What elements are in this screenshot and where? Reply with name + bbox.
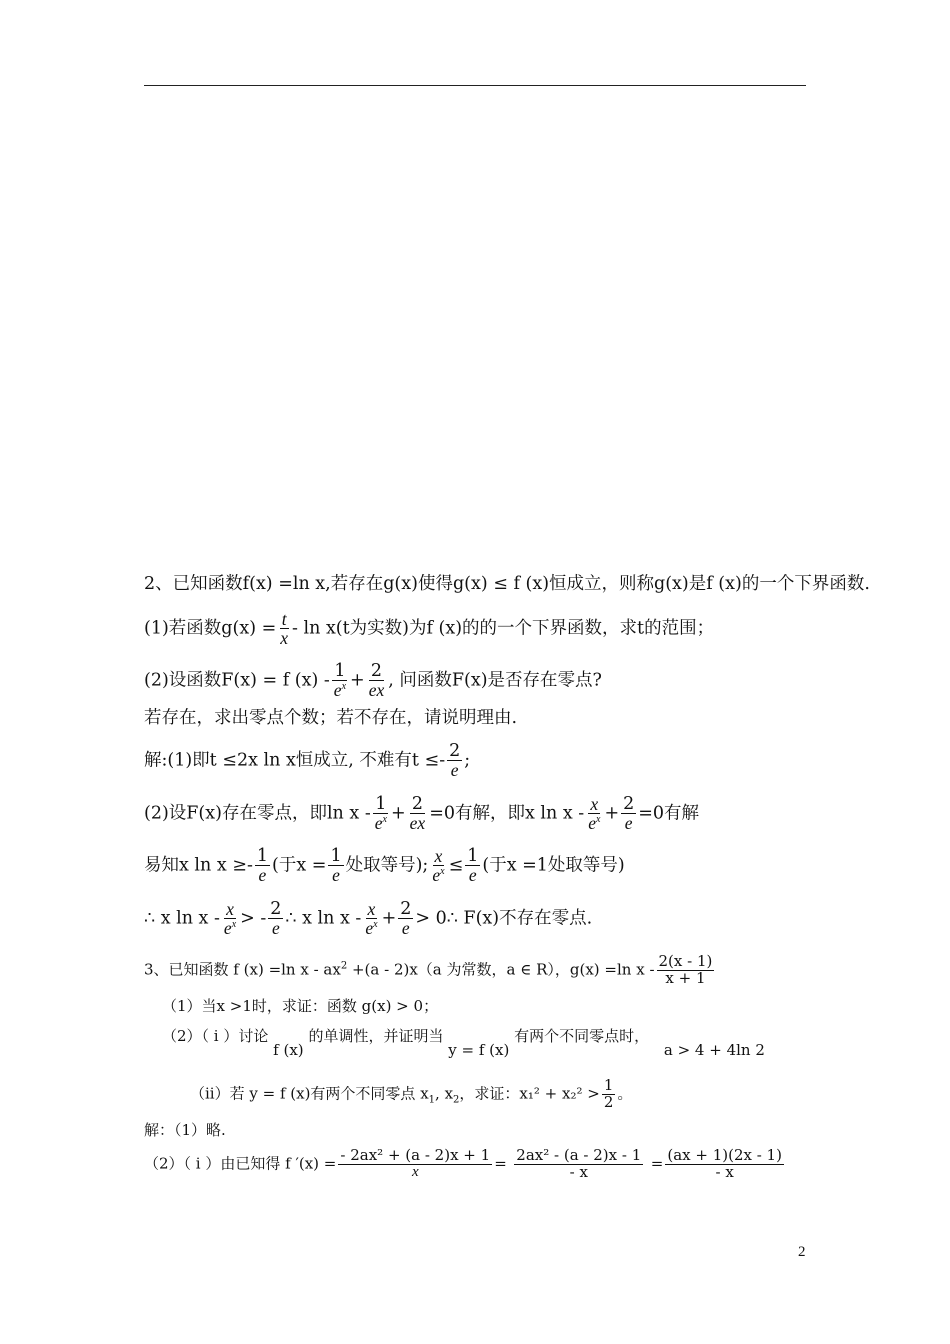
numerator: t — [281, 609, 287, 629]
numerator: 2 — [270, 899, 282, 919]
text: > 0∴ F(x)不存在零点. — [415, 908, 593, 929]
text: 3、已知函数 f (x) =ln x - ax — [144, 960, 341, 979]
numerator: 2 — [370, 661, 383, 681]
page-number: 2 — [798, 1244, 806, 1260]
text: 有两个不同零点时， — [514, 1027, 650, 1045]
fraction — [328, 847, 343, 885]
fraction — [222, 900, 238, 938]
text: （2）（ i ）讨论 — [162, 1027, 269, 1045]
text: ; — [464, 750, 471, 771]
solution-2-part-4 — [144, 900, 592, 938]
text: +(a - 2)x（a 为常数，a ∈ R），g(x) =ln x - — [347, 960, 655, 979]
fraction — [338, 1148, 492, 1181]
numerator: - 2ax² + (a - 2)x + 1 — [340, 1146, 491, 1164]
problem-3-stem — [144, 954, 716, 987]
text: ≤ — [448, 855, 464, 876]
numerator: 2ax² - (a - 2)x - 1 — [516, 1146, 642, 1164]
denominator: e — [223, 918, 232, 939]
math: x₁² + x₂² > — [519, 1084, 600, 1103]
denominator: e — [432, 865, 441, 886]
problem-2-part-2 — [144, 662, 602, 700]
numerator: 2 — [449, 741, 461, 761]
fraction — [602, 1078, 616, 1111]
numerator: 1 — [375, 794, 387, 814]
problem-2-part-2-continued: 若存在，求出零点个数；若不存在，请说明理由. — [144, 708, 518, 728]
fraction — [268, 900, 283, 938]
denominator: ex — [409, 813, 426, 834]
fraction — [586, 795, 602, 833]
numerator: 2 — [411, 794, 423, 814]
problem-2-stem: 2、已知函数f(x) =ln x,若存在g(x)使得g(x) ≤ f (x)恒成立，则称g(x)是f (x)的一个下界函数. — [144, 574, 870, 594]
numerator: (ax + 1)(2x - 1) — [667, 1146, 782, 1164]
denominator: 2 — [603, 1092, 614, 1111]
text: ∴ x ln x - — [144, 908, 220, 929]
fraction — [408, 795, 428, 833]
solution-3-part-2: （2）（ i ）由已知得 f ′(x) = $\frac{\text{- 2ax² + (a - 2)x + 1}}{x}$ = $\frac{\text{2ax² - (a - 2)x - 1}}{- x}$ = $\frac{(ax + 1)(2x - 1)}{- x}$ — [144, 1146, 782, 1181]
denominator: e — [374, 813, 383, 834]
numerator: x — [434, 846, 443, 866]
fraction — [665, 1148, 784, 1181]
text: + — [381, 908, 397, 929]
text: (2)设F(x)存在零点，即ln x - — [144, 803, 371, 824]
header-rule — [144, 85, 806, 86]
text: ∴ x ln x - — [285, 908, 362, 929]
text: （2）（ i ）由已知得 f ′(x) = — [144, 1154, 337, 1173]
numerator: x — [367, 899, 376, 919]
exponent: x — [382, 814, 387, 826]
fraction — [398, 900, 413, 938]
denominator: e — [468, 865, 477, 886]
math: a > 4 + 4ln 2 — [663, 1041, 765, 1059]
text: - ln x(t为实数)为f (x)的的一个下界函数，求t的范围； — [292, 618, 715, 639]
denominator: e — [401, 918, 410, 939]
math: f (x) — [273, 1041, 304, 1059]
fraction — [447, 742, 462, 780]
denominator: e — [332, 865, 340, 886]
denominator: x — [280, 628, 289, 649]
fraction — [509, 1148, 649, 1181]
fraction — [430, 847, 446, 885]
numerator: 2 — [623, 794, 635, 814]
text: > - — [240, 908, 267, 929]
text: 易知x ln x ≥- — [144, 855, 253, 876]
text: 的单调性，并证明当 — [308, 1027, 444, 1045]
numerator: 1 — [256, 846, 269, 866]
problem-3-part-1: （1）当x >1时，求证：函数 g(x) > 0； — [162, 997, 439, 1015]
text: 。 — [617, 1084, 633, 1103]
text: （ii）若 y = f (x)有两个不同零点 x — [190, 1084, 429, 1103]
solution-3-part-1: 解：（1）略. — [144, 1121, 226, 1139]
exponent: x — [595, 814, 601, 826]
problem-2-part-1 — [144, 610, 714, 648]
denominator: e — [365, 918, 374, 939]
problem-3-part-ii: （ii）若 y = f (x)有两个不同零点 $x_1$, $x_2$，求证：x₁² + x₂² > $\frac{1}{2}$ 。 — [190, 1076, 633, 1111]
fraction — [465, 847, 480, 885]
fraction — [657, 954, 715, 987]
solution-2-part-2: (2)设F(x)存在零点，即ln x - $\frac{1}{e^x}$ + $\frac{2}{ex}$ =0有解，即x ln x - $\frac{x}{e^x}$ + $\frac{2}{e}$ =0有解 — [144, 794, 700, 834]
numerator: x — [226, 899, 234, 919]
text: (于x = — [272, 855, 327, 876]
fraction — [373, 795, 389, 833]
denominator: x + 1 — [665, 968, 706, 987]
denominator: e — [588, 813, 596, 834]
denominator: e — [333, 680, 342, 701]
text: (1)若函数g(x) = — [144, 618, 277, 639]
problem-3-part-2 — [162, 1024, 765, 1059]
exponent: x — [440, 866, 445, 878]
denominator: ex — [368, 680, 385, 701]
text: ，求证： — [459, 1084, 520, 1103]
fraction — [367, 662, 387, 700]
exponent: 2 — [340, 960, 348, 972]
exponent: x — [341, 681, 347, 693]
numerator: 1 — [334, 661, 346, 681]
denominator: x — [411, 1163, 419, 1180]
denominator: e — [450, 760, 459, 781]
text: 解:(1)即t ≤2x ln x恒成立, 不难有t ≤- — [144, 750, 446, 771]
text: , 问函数F(x)是否存在零点? — [388, 670, 602, 691]
solution-2-part-1 — [144, 742, 470, 780]
numerator: 1 — [467, 846, 479, 866]
denominator: e — [258, 865, 267, 886]
text: =0有解，即x ln x - — [429, 803, 585, 824]
text: 处取等号); — [345, 855, 429, 876]
text: =0有解 — [638, 803, 700, 824]
text: + — [390, 803, 406, 824]
text: + — [350, 670, 365, 691]
exponent: x — [373, 919, 378, 931]
numerator: 1 — [603, 1076, 614, 1094]
text: (2)设函数F(x) = f (x) - — [144, 670, 330, 691]
numerator: x — [590, 794, 599, 814]
solution-2-part-3 — [144, 847, 625, 885]
numerator: 2(x - 1) — [658, 952, 713, 970]
text: (于x =1处取等号) — [482, 855, 625, 876]
denominator: e — [624, 813, 633, 834]
fraction — [621, 795, 636, 833]
exponent: x — [231, 919, 237, 931]
denominator: - x — [569, 1162, 588, 1181]
fraction — [255, 847, 270, 885]
denominator: - x — [715, 1162, 734, 1181]
fraction — [278, 610, 290, 648]
numerator: 2 — [400, 899, 412, 919]
numerator: 1 — [330, 846, 342, 866]
fraction — [363, 900, 379, 938]
fraction — [332, 662, 348, 700]
math: y = f (x) — [448, 1041, 510, 1059]
denominator: e — [271, 918, 280, 939]
